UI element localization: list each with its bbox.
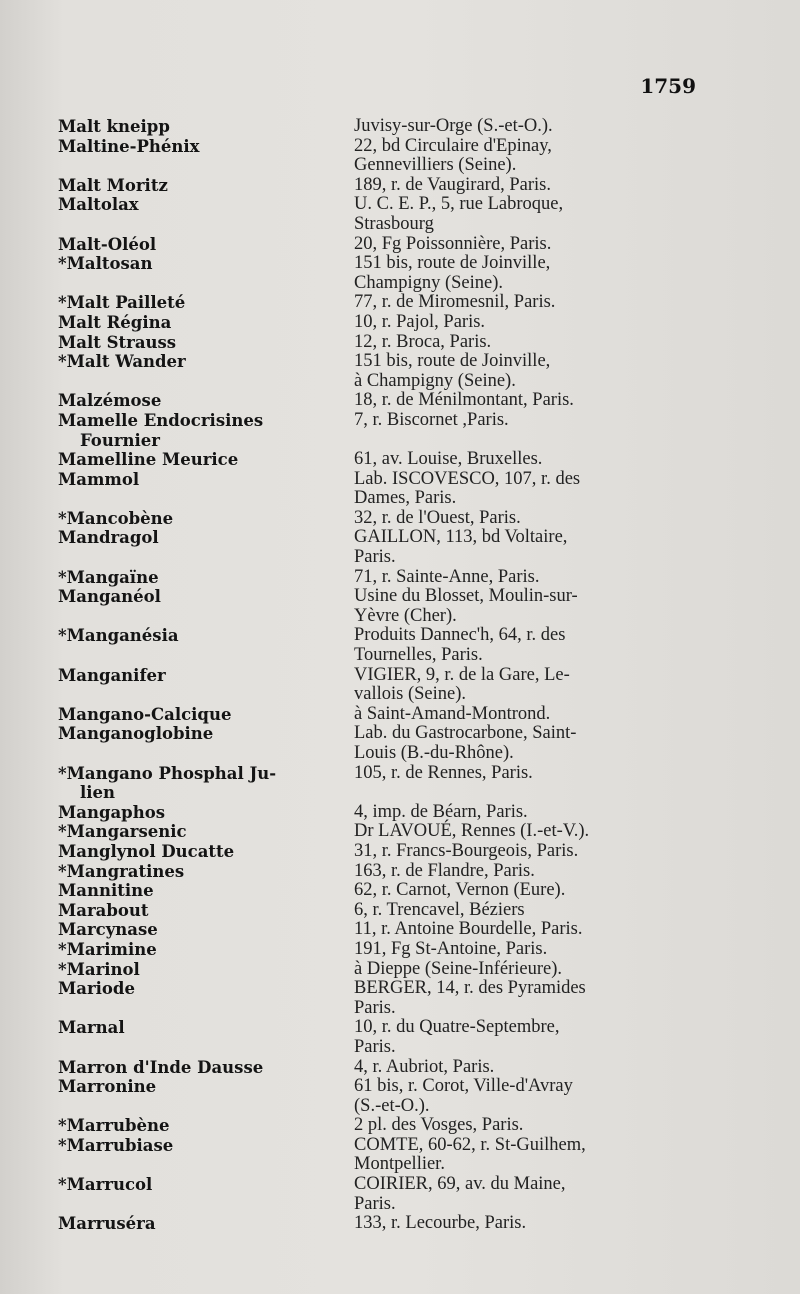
product-name (58, 117, 354, 137)
product-address (354, 901, 708, 921)
product-address (354, 587, 708, 626)
product-address (354, 1175, 708, 1214)
product-name (58, 568, 354, 588)
directory-entry (58, 1077, 708, 1116)
directory-entry (58, 313, 708, 333)
directory-entry (58, 1116, 708, 1136)
product-name-line: *Mangarsenic (58, 822, 187, 842)
product-address (354, 979, 708, 1018)
product-address (354, 254, 708, 293)
directory-entry (58, 960, 708, 980)
product-address (354, 626, 708, 665)
product-name-line: *Marrubiase (58, 1135, 174, 1155)
product-name (58, 293, 354, 313)
address-line: Paris. (354, 547, 396, 568)
product-name-line: Mannitine (58, 881, 154, 901)
product-name (58, 137, 354, 157)
product-name-line: Malt Régina (58, 312, 172, 332)
address-line: 31, r. Francs-Bourgeois, Paris. (354, 840, 579, 861)
directory-entry (58, 411, 708, 450)
product-name-line: Manganéol (58, 587, 161, 607)
product-name-line: Malt Moritz (58, 175, 168, 195)
address-line: 32, r. de l'Ouest, Paris. (354, 507, 521, 528)
product-name-line: Malzémose (58, 391, 162, 411)
directory-entry (58, 803, 708, 823)
product-name (58, 1058, 354, 1078)
product-name (58, 352, 354, 372)
product-name-line: *Marinol (58, 959, 140, 979)
product-name-line: Marcynase (58, 920, 158, 940)
directory-entry (58, 1214, 708, 1234)
address-line: 71, r. Sainte-Anne, Paris. (354, 566, 540, 587)
product-name-line: Marruséra (58, 1214, 156, 1234)
address-line: Champigny (Seine). (354, 272, 504, 293)
address-line: BERGER, 14, r. des Pyramides (354, 978, 586, 999)
product-address (354, 391, 708, 411)
address-line: 61 bis, r. Corot, Ville-d'Avray (354, 1076, 573, 1097)
product-name (58, 176, 354, 196)
address-line: 7, r. Biscornet ,Paris. (354, 409, 509, 430)
address-line: Yèvre (Cher). (354, 605, 457, 626)
directory-entry (58, 920, 708, 940)
product-name-line: Marnal (58, 1018, 125, 1038)
product-name-line: Mangano-Calcique (58, 704, 232, 724)
product-address (354, 1018, 708, 1057)
address-line: Montpellier. (354, 1154, 445, 1175)
directory-entry (58, 862, 708, 882)
product-name (58, 1175, 354, 1195)
product-address (354, 235, 708, 255)
directory-entry (58, 724, 708, 763)
directory-entry (58, 528, 708, 567)
product-address (354, 195, 708, 234)
address-line: 61, av. Louise, Bruxelles. (354, 449, 543, 470)
product-name-line: Mammol (58, 469, 140, 489)
product-address (354, 881, 708, 901)
directory-entry (58, 293, 708, 313)
product-address (354, 960, 708, 980)
product-name-line: Maltine-Phénix (58, 136, 200, 156)
address-line: 10, r. Pajol, Paris. (354, 311, 486, 332)
product-name-line: *Malt Pailleté (58, 293, 186, 313)
product-address (354, 920, 708, 940)
product-name (58, 803, 354, 823)
product-address (354, 568, 708, 588)
product-name (58, 528, 354, 548)
address-line: 105, r. de Rennes, Paris. (354, 762, 533, 783)
product-name (58, 1018, 354, 1038)
product-name (58, 724, 354, 744)
directory-entry (58, 1136, 708, 1175)
product-name (58, 940, 354, 960)
address-line: 18, r. de Ménilmontant, Paris. (354, 390, 574, 411)
product-name-line: Fournier (80, 430, 160, 450)
address-line: GAILLON, 113, bd Voltaire, (354, 527, 568, 548)
product-name (58, 901, 354, 921)
product-address (354, 470, 708, 509)
directory-entry (58, 764, 708, 803)
address-line: Dames, Paris. (354, 488, 457, 509)
product-name (58, 842, 354, 862)
product-address (354, 803, 708, 823)
product-name-line: Manganoglobine (58, 724, 214, 744)
product-name (58, 470, 354, 490)
directory-entry (58, 626, 708, 665)
product-name-line: *Mangratines (58, 861, 185, 881)
product-name (58, 666, 354, 686)
directory-entry (58, 333, 708, 353)
address-line: vallois (Seine). (354, 684, 467, 705)
directory-entry (58, 176, 708, 196)
address-line: 189, r. de Vaugirard, Paris. (354, 174, 551, 195)
address-line: Paris. (354, 997, 396, 1018)
product-name-line: *Mancobène (58, 508, 174, 528)
product-name (58, 450, 354, 470)
product-address (354, 509, 708, 529)
product-name-line: Maltolax (58, 195, 139, 215)
directory-entry (58, 391, 708, 411)
product-address (354, 293, 708, 313)
directory-entry (58, 705, 708, 725)
address-line: 2 pl. des Vosges, Paris. (354, 1115, 524, 1136)
product-address (354, 117, 708, 137)
product-name (58, 920, 354, 940)
address-line: 62, r. Carnot, Vernon (Eure). (354, 880, 566, 901)
directory-entry (58, 587, 708, 626)
product-address (354, 1116, 708, 1136)
product-name-line: *Maltosan (58, 254, 153, 274)
directory-entry (58, 137, 708, 176)
product-name (58, 862, 354, 882)
product-name-line: Malt kneipp (58, 117, 170, 136)
directory-entry (58, 901, 708, 921)
product-name (58, 1116, 354, 1136)
address-line: 191, Fg St-Antoine, Paris. (354, 938, 548, 959)
directory-entry (58, 450, 708, 470)
address-line: 12, r. Broca, Paris. (354, 331, 492, 352)
address-line: Dr LAVOUÉ, Rennes (I.-et-V.). (354, 821, 590, 842)
product-address (354, 940, 708, 960)
address-line: 4, imp. de Béarn, Paris. (354, 801, 528, 822)
address-line: Produits Dannec'h, 64, r. des (354, 625, 566, 646)
directory-entry (58, 352, 708, 391)
product-name (58, 960, 354, 980)
directory-entry (58, 1175, 708, 1214)
address-line: 151 bis, route de Joinville, (354, 253, 551, 274)
directory-entry (58, 195, 708, 234)
product-name-line: Marron d'Inde Dausse (58, 1057, 264, 1077)
product-name (58, 705, 354, 725)
directory-entry (58, 1018, 708, 1057)
product-name (58, 979, 354, 999)
product-name (58, 881, 354, 901)
product-name-line: *Manganésia (58, 626, 179, 646)
address-line: 133, r. Lecourbe, Paris. (354, 1213, 527, 1234)
address-line: Lab. ISCOVESCO, 107, r. des (354, 468, 581, 489)
product-name (58, 822, 354, 842)
address-line: Louis (B.-du-Rhône). (354, 743, 514, 763)
directory-entry (58, 940, 708, 960)
product-address (354, 862, 708, 882)
address-line: 163, r. de Flandre, Paris. (354, 860, 535, 881)
product-name (58, 411, 354, 450)
address-line: Gennevilliers (Seine). (354, 155, 517, 176)
product-address (354, 1136, 708, 1175)
directory-entry (58, 979, 708, 1018)
product-name-line: Manganifer (58, 665, 166, 685)
directory-entry (58, 117, 708, 137)
product-address (354, 822, 708, 842)
product-name-line: Mandragol (58, 528, 159, 548)
directory-entry (58, 666, 708, 705)
product-name-line: *Malt Wander (58, 352, 186, 372)
product-address (354, 1058, 708, 1078)
product-name (58, 1077, 354, 1097)
product-name-line: Malt Strauss (58, 332, 177, 352)
product-address (354, 842, 708, 862)
directory-entry (58, 509, 708, 529)
product-address (354, 705, 708, 725)
directory-entry (58, 568, 708, 588)
product-name-line: Mariode (58, 979, 135, 999)
product-name-line: Malt-Oléol (58, 234, 157, 254)
product-address (354, 528, 708, 567)
product-name (58, 313, 354, 333)
product-address (354, 724, 708, 763)
product-address (354, 764, 708, 784)
product-name (58, 235, 354, 255)
product-name (58, 587, 354, 607)
product-address (354, 411, 708, 431)
product-name-line: *Marimine (58, 939, 157, 959)
address-line: 22, bd Circulaire d'Epinay, (354, 135, 552, 156)
address-line: 151 bis, route de Joinville, (354, 351, 551, 372)
address-line: 77, r. de Miromesnil, Paris. (354, 292, 556, 313)
product-name (58, 509, 354, 529)
address-line: Paris. (354, 1193, 396, 1214)
product-address (354, 313, 708, 333)
product-name (58, 1214, 354, 1234)
address-line: à Saint-Amand-Montrond. (354, 703, 551, 724)
product-name-line: *Marrubène (58, 1116, 170, 1136)
address-line: Paris. (354, 1036, 396, 1057)
address-line: 11, r. Antoine Bourdelle, Paris. (354, 919, 583, 940)
product-name-line: Manglynol Ducatte (58, 841, 235, 861)
address-line: Lab. du Gastrocarbone, Saint- (354, 723, 577, 744)
entry-list (58, 117, 708, 1234)
address-line: Tournelles, Paris. (354, 645, 483, 666)
product-name-line: *Mangaïne (58, 567, 159, 587)
address-line: COMTE, 60-62, r. St-Guilhem, (354, 1134, 586, 1155)
product-name (58, 391, 354, 411)
directory-entry (58, 1058, 708, 1078)
directory-entry (58, 254, 708, 293)
address-line: 20, Fg Poissonnière, Paris. (354, 233, 552, 254)
product-name-line: Mangaphos (58, 802, 166, 822)
address-line: VIGIER, 9, r. de la Gare, Le- (354, 664, 570, 685)
address-line: 4, r. Aubriot, Paris. (354, 1056, 495, 1077)
page-number: 1759 (640, 74, 696, 98)
product-name-line: Marabout (58, 900, 149, 920)
product-name (58, 626, 354, 646)
product-name (58, 254, 354, 274)
product-address (354, 666, 708, 705)
product-name (58, 195, 354, 215)
product-address (354, 450, 708, 470)
address-line: (S.-et-O.). (354, 1095, 430, 1116)
directory-entry (58, 822, 708, 842)
product-address (354, 333, 708, 353)
directory-entry (58, 842, 708, 862)
product-name (58, 1136, 354, 1156)
product-address (354, 1077, 708, 1116)
address-line: Juvisy-sur-Orge (S.-et-O.). (354, 116, 553, 136)
address-line: U. C. E. P., 5, rue Labroque, (354, 194, 564, 215)
product-address (354, 352, 708, 391)
product-name-line: Mamelline Meurice (58, 450, 239, 470)
address-line: 10, r. du Quatre-Septembre, (354, 1017, 560, 1038)
address-line: à Dieppe (Seine-Inférieure). (354, 958, 563, 979)
address-line: à Champigny (Seine). (354, 370, 516, 391)
product-name-line: *Marrucol (58, 1175, 153, 1195)
product-name-line: Mamelle Endocrisines (58, 410, 264, 430)
product-name-line: Marronine (58, 1077, 157, 1097)
product-name-line: *Mangano Phosphal Ju- (58, 763, 277, 783)
directory-entry (58, 235, 708, 255)
product-name (58, 333, 354, 353)
product-name (58, 764, 354, 803)
product-address (354, 137, 708, 176)
address-line: Usine du Blosset, Moulin-sur- (354, 586, 578, 607)
product-address (354, 1214, 708, 1234)
address-line: Strasbourg (354, 213, 434, 234)
address-line: 6, r. Trencavel, Béziers (354, 899, 525, 920)
product-address (354, 176, 708, 196)
address-line: COIRIER, 69, av. du Maine, (354, 1174, 566, 1195)
directory-entry (58, 470, 708, 509)
product-name-line: lien (80, 783, 116, 803)
directory-entry (58, 881, 708, 901)
